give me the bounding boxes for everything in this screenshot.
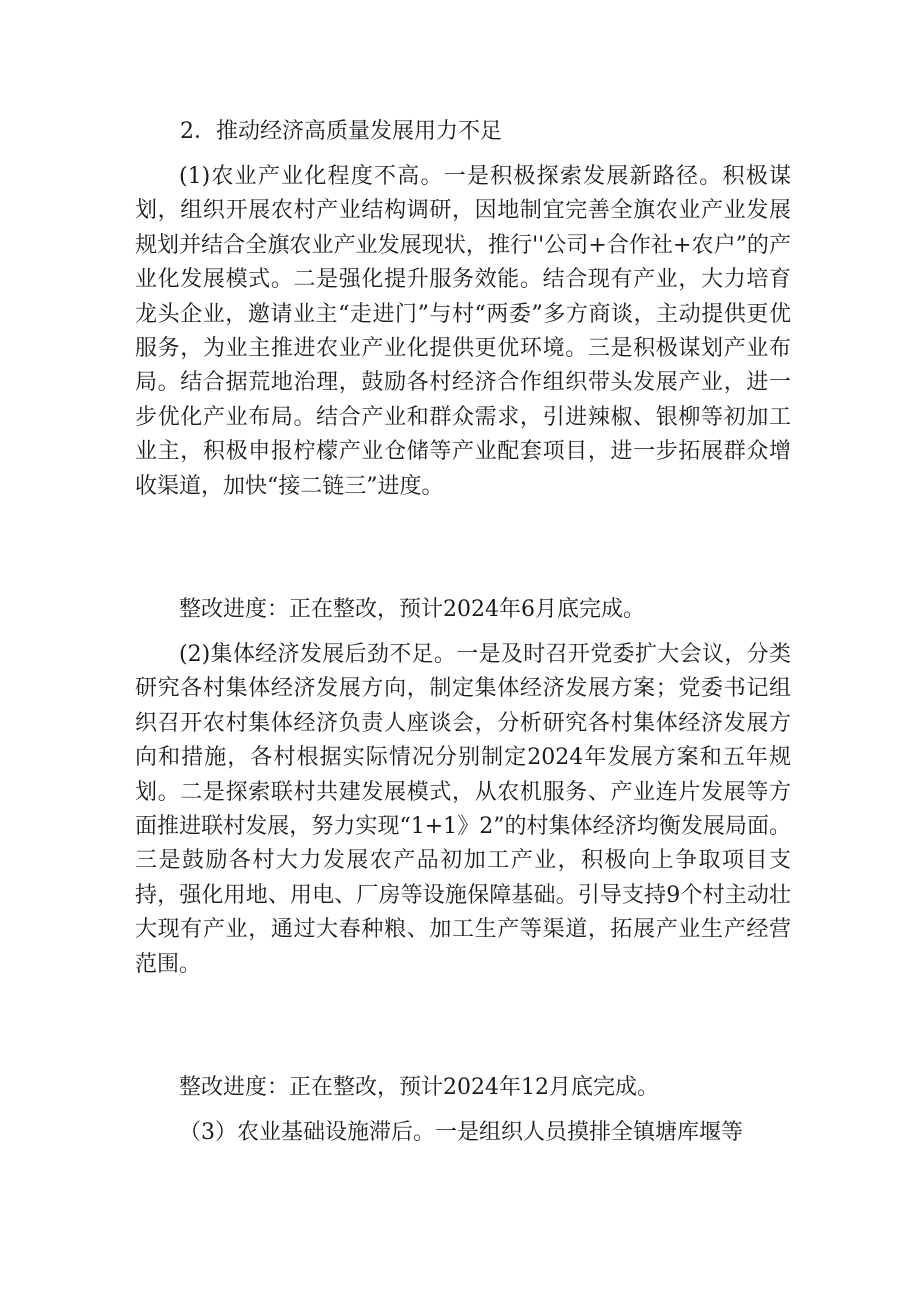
section-heading: 2．推动经济高质量发展用力不足 [180,119,502,144]
paragraph-progress-2: 整改进度：正在整改，预计2024年12月底完成。 [179,1075,659,1100]
paragraph-progress-1: 整改进度：正在整改，预计2024年6月底完成。 [179,597,645,622]
paragraph-agri-industrialization: (1)农业产业化程度不高。一是积极探索发展新路径。积极谋划，组织开展农村产业结构调研，因地制宜完善全旗农业产业发展规划并结合全旗农业产业发展现状，推行''公司+合作社+农户”的产业化发展模式。二是强化提升服务效能。结合现有产业，大力培育龙头企业，邀请业主“走进门”与村“两委”多方商谈，主动提供更优服务，为业主推进农业产业化提供更优环境。三是积极谋划产业布局。结合据荒地治理，鼓励各村经济合作组织带头发展产业，进一步优化产业布局。结合产业和群众需求，引进辣椒、银柳等初加工业主，积极申报柠檬产业仓储等产业配套项目，进一步拓展群众增收渠道，加快“接二链三”进度。 [135,164,791,499]
paragraph-collective-economy: (2)集体经济发展后劲不足。一是及时召开党委扩大会议，分类研究各村集体经济发展方向，制定集体经济发展方案；党委书记组织召开农村集体经济负责人座谈会，分析研究各村集体经济发展方向和措施，各村根据实际情况分别制定2024年发展方案和五年规划。二是探索联村共建发展模式，从农机服务、产业连片发展等方面推进联村发展，努力实现“1+1》2”的村集体经济均衡发展局面。三是鼓励各村大力发展农产品初加工产业，积极向上争取项目支持，强化用地、用电、厂房等设施保障基础。引导支持9个村主动壮大现有产业，通过大春种粮、加工生产等渠道，拓展产业生产经营范围。 [135,642,791,977]
paragraph-agri-infrastructure: （3）农业基础设施滞后。一是组织人员摸排全镇塘库堰等 [179,1120,743,1145]
